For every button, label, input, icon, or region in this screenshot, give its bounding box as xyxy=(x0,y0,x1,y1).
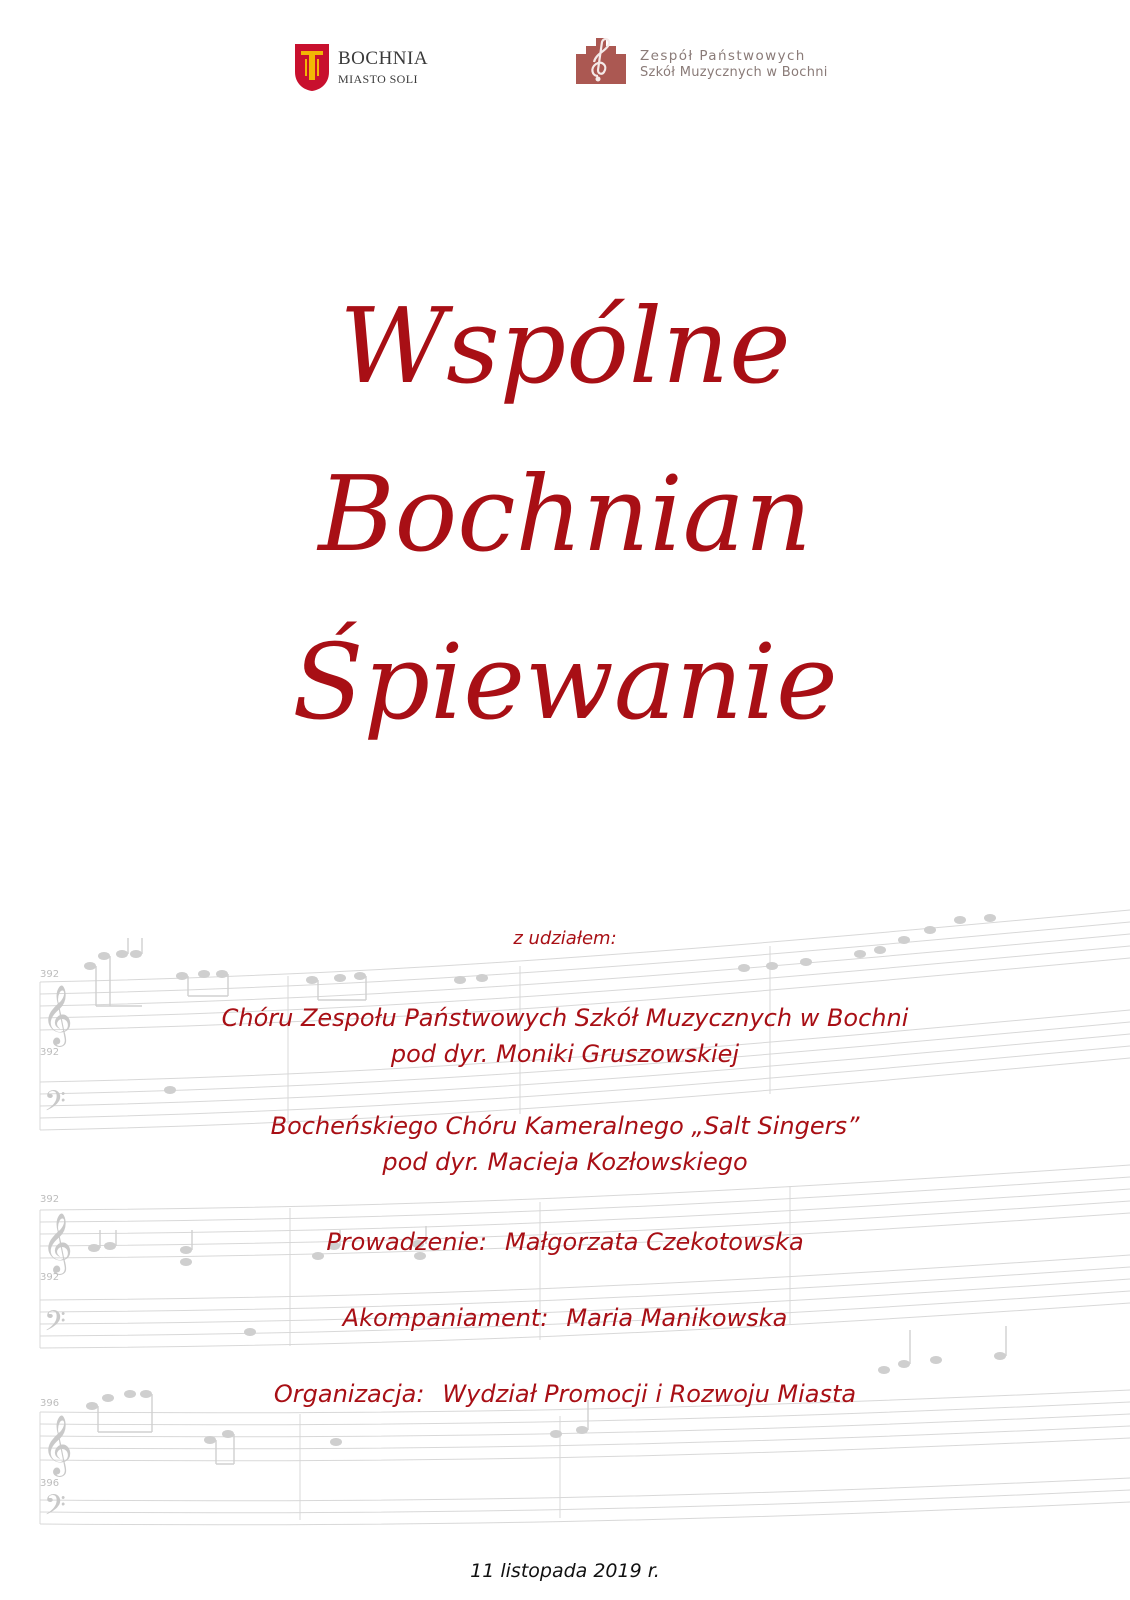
choir-2-name: Bocheńskiego Chóru Kameralnego „Salt Singers” xyxy=(270,1112,860,1140)
measure-number: 392 xyxy=(40,969,60,980)
svg-text:𝄞: 𝄞 xyxy=(42,985,73,1045)
school-logo-line-1: Zespół Państwowych xyxy=(640,48,806,65)
title-line-2: Bochnian xyxy=(318,453,812,575)
school-logo-line-2: Szkół Muzycznych w Bochni xyxy=(640,65,828,81)
svg-text:𝄢: 𝄢 xyxy=(44,1489,66,1529)
music-school-emblem-icon xyxy=(572,32,630,88)
accompaniment-person: Maria Manikowska xyxy=(566,1304,788,1332)
bochnia-crest-icon xyxy=(294,42,330,92)
host-role: Prowadzenie: xyxy=(326,1228,487,1256)
choir-1-conductor: pod dyr. Moniki Gruszowskiej xyxy=(390,1040,740,1068)
bochnia-logo-name: BOCHNIA xyxy=(338,48,429,69)
measure-number: 392 xyxy=(40,1047,60,1058)
title-line-3: Śpiewanie xyxy=(292,621,838,743)
choir-2-conductor: pod dyr. Macieja Kozłowskiego xyxy=(382,1148,748,1176)
accompaniment-credit xyxy=(0,1304,1130,1332)
music-school-logo xyxy=(572,32,828,88)
choir-1-name: Chóru Zespołu Państwowych Szkół Muzycznych w Bochni xyxy=(221,1004,909,1032)
organization-credit xyxy=(0,1380,1130,1408)
measure-number: 396 xyxy=(40,1398,60,1409)
organization-person: Wydział Promocji i Rozwoju Miasta xyxy=(442,1380,857,1408)
organization-role: Organizacja: xyxy=(273,1380,425,1408)
accompaniment-role: Akompaniament: xyxy=(342,1304,549,1332)
staff-system-3 xyxy=(40,1390,1130,1525)
with-participation-label: z udziałem: xyxy=(513,928,617,949)
measure-number: 392 xyxy=(40,1272,60,1283)
host-credit xyxy=(0,1228,1130,1256)
host-person: Małgorzata Czekotowska xyxy=(505,1228,804,1256)
title-line-1: Wspólne xyxy=(339,285,791,407)
svg-text:𝄢: 𝄢 xyxy=(44,1085,66,1125)
poster-title xyxy=(0,262,1130,766)
measure-number: 396 xyxy=(40,1478,60,1489)
svg-text:𝄞: 𝄞 xyxy=(42,1213,73,1273)
event-date: 11 listopada 2019 r. xyxy=(470,1560,660,1582)
svg-text:𝄢: 𝄢 xyxy=(44,1305,66,1345)
svg-text:𝄞: 𝄞 xyxy=(42,1415,73,1475)
bochnia-logo xyxy=(294,42,428,92)
bochnia-logo-subtitle: MIASTO SOLI xyxy=(338,72,418,86)
measure-number: 392 xyxy=(40,1194,60,1205)
